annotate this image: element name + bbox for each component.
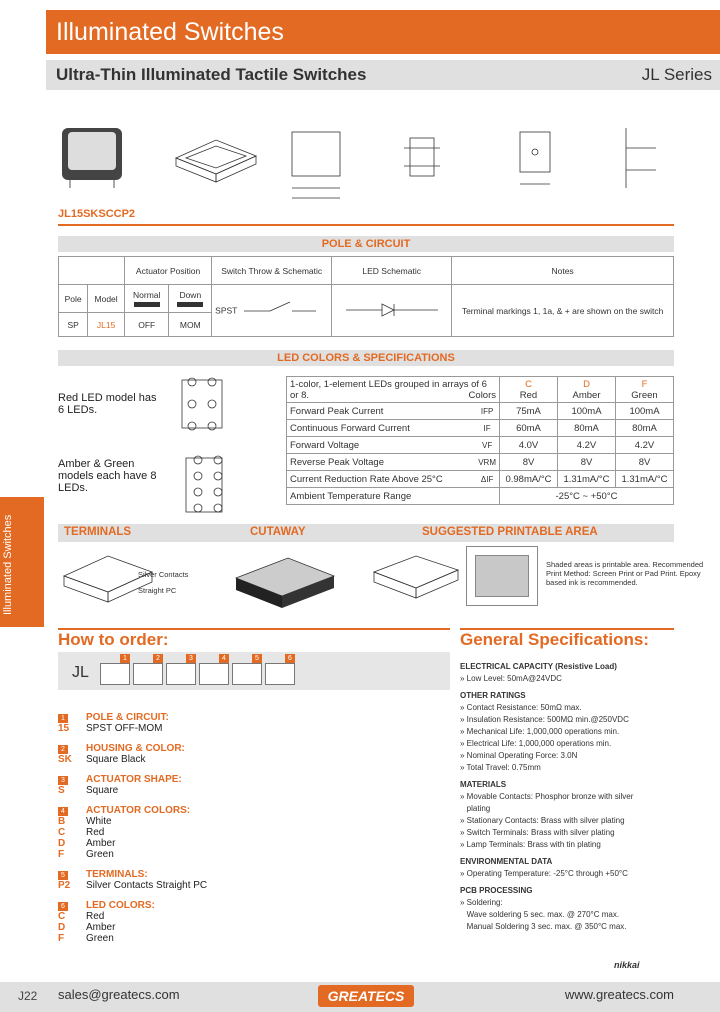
order-items [58, 712, 438, 953]
side-tab-label: Illuminated Switches [2, 514, 14, 615]
order-item [58, 712, 438, 734]
order-prefix: JL [72, 664, 89, 681]
sub-normal: Normal [124, 285, 169, 313]
order-option [58, 838, 438, 849]
hdr-throw: Switch Throw & Schematic [212, 257, 332, 285]
section-drawings [58, 546, 478, 620]
amber-led-text: Amber & Green models each have 8 LEDs. [58, 458, 157, 494]
spec-line: » Contact Resistance: 50mΩ max. [460, 703, 582, 712]
order-item [58, 900, 438, 944]
led-spec-table [286, 376, 674, 505]
spec-line: » Total Travel: 0.75mm [460, 763, 541, 772]
cutaway-title: CUTAWAY [250, 526, 306, 538]
spec-row-ambient: Ambient Temperature Range -25°C ~ +50°C [287, 488, 674, 505]
general-specs-list [460, 656, 674, 933]
spec-line: » Lamp Terminals: Brass with tin plating [460, 840, 601, 849]
item-number: 3 [58, 776, 68, 785]
led-array-diagrams [162, 370, 282, 520]
order-item [58, 869, 438, 891]
led-colors-band: LED COLORS & SPECIFICATIONS [58, 350, 674, 366]
printable-note: Shaded areas is printable area. Recommended Print Method: Screen Print or Pad Print. Epoxy based ink is recommended. [546, 560, 704, 587]
order-code-slot[interactable] [133, 654, 163, 685]
spec-header-cell [287, 377, 500, 403]
sub-down: Down [169, 285, 212, 313]
footer [0, 982, 720, 1012]
spec-line: Wave soldering 5 sec. max. @ 270°C max. [460, 910, 620, 919]
option-code: P2 [58, 880, 71, 891]
spec-line: » Soldering: [460, 898, 503, 907]
spec-row: Current Reduction Rate Above 25°C ΔIF 0.98mA/°C 1.31mA/°C 1.31mA/°C [287, 471, 674, 488]
spec-line: » Low Level: 50mA@24VDC [460, 674, 562, 683]
pole-circuit-band: POLE & CIRCUIT [58, 236, 674, 252]
hdr-actuator: Actuator Position [124, 257, 211, 285]
throw-cell [212, 285, 332, 337]
order-item [58, 774, 438, 796]
throw-label: SPST [215, 304, 238, 315]
led-schematic-cell [332, 285, 452, 337]
slot-box[interactable] [232, 663, 262, 685]
row-down: MOM [169, 313, 212, 337]
item-number: 6 [58, 902, 68, 911]
order-option [58, 785, 438, 796]
spec-line: » Electrical Life: 1,000,000 operations min. [460, 739, 612, 748]
option-code: D [58, 838, 66, 849]
slot-box[interactable] [166, 663, 196, 685]
option-code: 15 [58, 723, 70, 734]
colors-label: Colors [468, 390, 496, 401]
spec-line: Manual Soldering 3 sec. max. @ 350°C max. [460, 922, 627, 931]
option-label: Red [86, 911, 105, 922]
spec-group-heading: PCB PROCESSING [460, 886, 533, 895]
printable-area-diagram [466, 546, 538, 606]
option-code: F [58, 849, 65, 860]
option-code: SK [58, 754, 72, 765]
general-specs-title: General Specifications: [460, 630, 649, 649]
spec-line: » Switch Terminals: Brass with silver plating [460, 828, 615, 837]
terminals-title: TERMINALS [64, 526, 132, 538]
switch-schematic [240, 296, 320, 326]
spec-group-heading: MATERIALS [460, 780, 507, 789]
page-header [46, 10, 720, 54]
item-title: HOUSING & COLOR: [86, 743, 185, 754]
option-code: D [58, 922, 66, 933]
red-led-text: Red LED model has 6 LEDs. [58, 392, 157, 416]
item-number: 1 [58, 714, 68, 723]
item-title: TERMINALS: [86, 869, 148, 880]
spec-row: Reverse Peak Voltage VRM 8V 8V 8V [287, 454, 674, 471]
option-label: Square [86, 785, 119, 796]
option-label: SPST OFF-MOM [86, 723, 163, 734]
website-link[interactable]: www.greatecs.com [564, 987, 674, 1002]
option-label: Amber [86, 922, 116, 933]
col-red: C Red [500, 377, 558, 403]
order-code-slot[interactable] [100, 654, 130, 685]
item-title: ACTUATOR COLORS: [86, 805, 191, 816]
spec-line: » Insulation Resistance: 500MΩ min.@250VDC [460, 715, 629, 724]
spec-row: Continuous Forward Current IF 60mA 80mA 80mA [287, 420, 674, 437]
sections-band [58, 524, 674, 542]
slot-number: 4 [219, 654, 229, 663]
item-title: LED COLORS: [86, 900, 155, 911]
spec-group-heading: OTHER RATINGS [460, 691, 526, 700]
item-title: ACTUATOR SHAPE: [86, 774, 182, 785]
sub-pole: Pole [59, 285, 88, 313]
page-title: Illuminated Switches [56, 18, 284, 46]
hdr-led: LED Schematic [332, 257, 452, 285]
slot-box[interactable] [100, 663, 130, 685]
option-label: Green [86, 933, 114, 944]
item-number: 2 [58, 745, 68, 754]
item-title: POLE & CIRCUIT: [86, 712, 169, 723]
slot-box[interactable] [265, 663, 295, 685]
option-code: S [58, 785, 65, 796]
hdr-notes: Notes [452, 257, 674, 285]
option-label: Red [86, 827, 105, 838]
slot-box[interactable] [199, 663, 229, 685]
order-code-slot[interactable] [166, 654, 196, 685]
spec-line: » Nominal Operating Force: 3.0N [460, 751, 578, 760]
spec-group-heading: ENVIRONMENTAL DATA [460, 857, 553, 866]
order-code-slot[interactable] [199, 654, 229, 685]
order-option [58, 880, 438, 891]
spec-row: Forward Peak Current IFP 75mA 100mA 100mA [287, 403, 674, 420]
greatecs-logo: GREATECS [318, 985, 414, 1007]
spec-row: Forward Voltage VF 4.0V 4.2V 4.2V [287, 437, 674, 454]
pole-circuit-table [58, 256, 674, 337]
order-option [58, 723, 438, 734]
order-option [58, 922, 438, 933]
product-drawings [56, 108, 696, 208]
order-option [58, 849, 438, 860]
email-link[interactable]: sales@greatecs.com [58, 987, 180, 1002]
led-schematic [342, 300, 442, 320]
order-option [58, 911, 438, 922]
silver-contacts-label: Silver Contacts [138, 570, 189, 579]
slot-box[interactable] [133, 663, 163, 685]
row-normal: OFF [124, 313, 169, 337]
order-option [58, 827, 438, 838]
option-label: Silver Contacts Straight PC [86, 880, 208, 891]
row-pole: SP [59, 313, 88, 337]
order-code-slot[interactable] [232, 654, 262, 685]
order-item [58, 743, 438, 765]
sub-model: Model [88, 285, 125, 313]
row-model: JL15 [88, 313, 125, 337]
nikkai-logo: nikkai [614, 960, 640, 970]
order-option [58, 754, 438, 765]
spec-line: » Stationary Contacts: Brass with silver plating [460, 816, 625, 825]
option-label: Square Black [86, 754, 146, 765]
notes-cell: Terminal markings 1, 1a, & + are shown on the switch [452, 285, 674, 337]
divider [58, 224, 674, 226]
col-amber: D Amber [558, 377, 616, 403]
how-to-order-title: How to order: [58, 630, 169, 649]
option-code: B [58, 816, 66, 827]
order-item [58, 805, 438, 860]
product-title: Ultra-Thin Illuminated Tactile Switches [56, 65, 367, 84]
option-label: Amber [86, 838, 116, 849]
option-code: C [58, 911, 66, 922]
part-number: JL15SKSCCP2 [58, 208, 136, 220]
slot-number: 5 [252, 654, 262, 663]
page-number: J22 [18, 989, 38, 1003]
spec-line: plating [460, 804, 491, 813]
item-number: 4 [58, 807, 68, 816]
printable-title: SUGGESTED PRINTABLE AREA [422, 526, 598, 538]
order-option [58, 816, 438, 827]
slot-number: 6 [285, 654, 295, 663]
sub-header [46, 60, 720, 90]
spec-line: » Operating Temperature: -25°C through +50°C [460, 869, 628, 878]
spec-line: » Mechanical Life: 1,000,000 operations min. [460, 727, 620, 736]
option-code: F [58, 933, 65, 944]
slot-number: 1 [120, 654, 130, 663]
col-green: F Green [616, 377, 674, 403]
option-label: Green [86, 849, 114, 860]
order-code-box [58, 652, 450, 690]
series-label: JL Series [641, 65, 712, 84]
slot-number: 3 [186, 654, 196, 663]
option-code: C [58, 827, 66, 838]
order-code-slot[interactable] [265, 654, 295, 685]
spec-group-heading: ELECTRICAL CAPACITY (Resistive Load) [460, 662, 617, 671]
spec-header-text: 1-color, 1-element LEDs grouped in arrays of 6 or 8. [290, 378, 487, 401]
option-label: White [86, 816, 112, 827]
spec-line: » Movable Contacts: Phosphor bronze with silver [460, 792, 634, 801]
straight-pc-label: Straight PC [138, 586, 177, 595]
side-tab[interactable] [0, 497, 44, 627]
item-number: 5 [58, 871, 68, 880]
order-option [58, 933, 438, 944]
slot-number: 2 [153, 654, 163, 663]
